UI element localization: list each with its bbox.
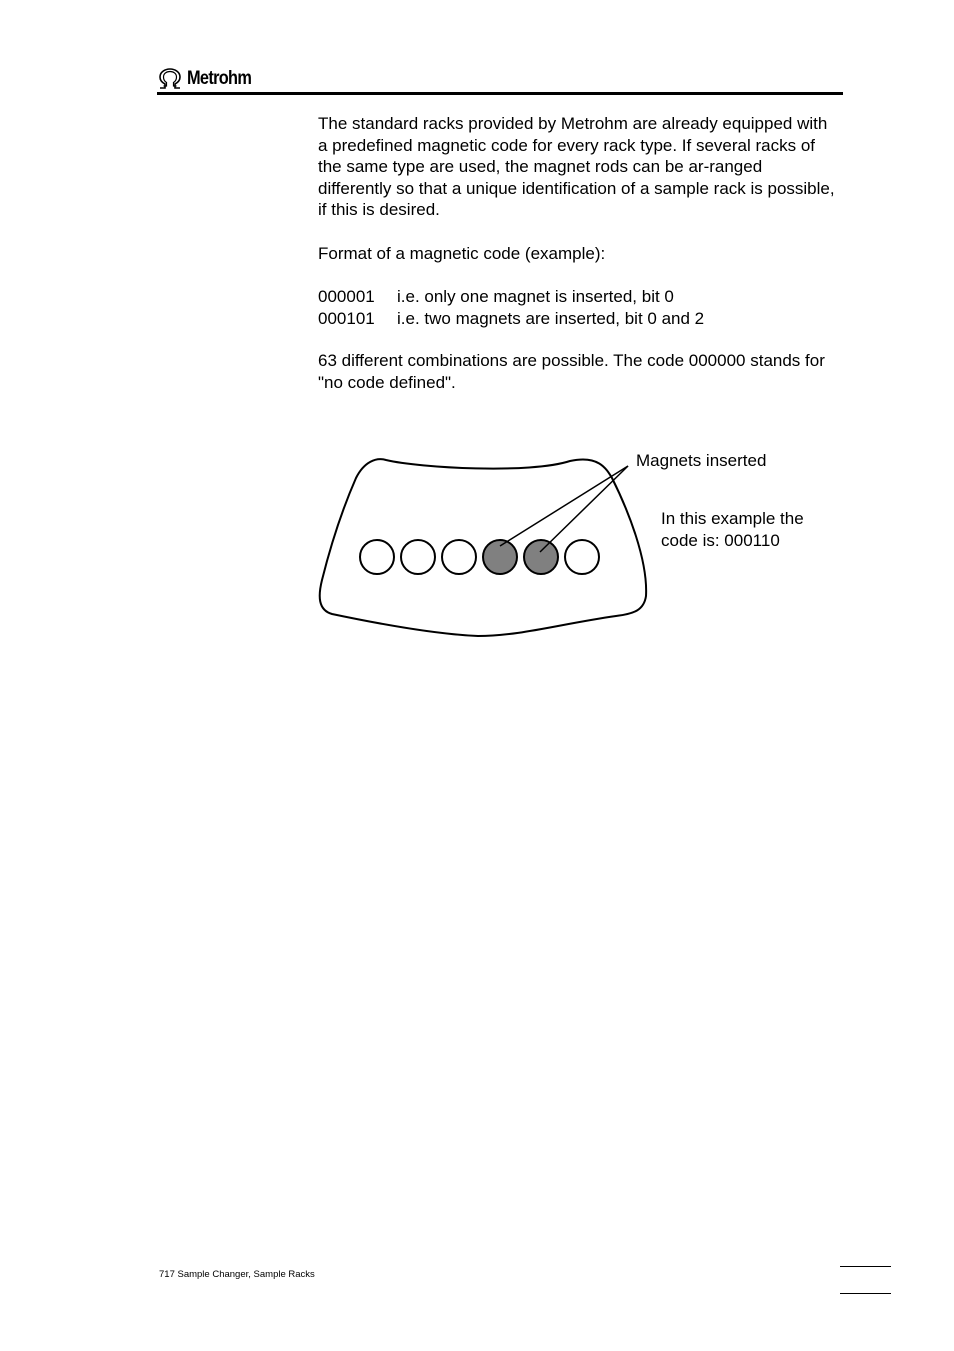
header-rule (157, 92, 843, 95)
example-code-label: In this example the code is: 000110 (661, 509, 804, 550)
intro-paragraph: The standard racks provided by Metrohm are already equipped with a predefined magnetic code for every rack type. If several racks of the same type are used, the magnet rods can be ar-ranged differently so that a unique identification of a sample rack is possible, if this is desired. (318, 114, 835, 220)
code-value: 000001 (318, 287, 375, 306)
footer-rule (840, 1266, 891, 1267)
pointer-line (540, 466, 628, 552)
magnet-slots (360, 540, 599, 574)
magnet-slot-empty (442, 540, 476, 574)
pointer-line (500, 466, 628, 546)
footer-rule (840, 1293, 891, 1294)
code-example-row (318, 286, 704, 308)
combinations-paragraph: 63 different combinations are possible. The code 000000 stands for "no code defined". (318, 351, 825, 392)
code-description: i.e. only one magnet is inserted, bit 0 (397, 287, 674, 306)
magnet-slot-empty (401, 540, 435, 574)
footer-title: 717 Sample Changer, Sample Racks (159, 1269, 315, 1280)
code-description: i.e. two magnets are inserted, bit 0 and 2 (397, 308, 705, 328)
metrohm-omega-icon (157, 67, 183, 91)
format-heading: Format of a magnetic code (example): (318, 244, 606, 263)
code-example-row (318, 308, 704, 330)
magnet-slot-empty (565, 540, 599, 574)
metrohm-logo (157, 66, 262, 92)
magnet-slot-filled (483, 540, 517, 574)
code-example-list (318, 286, 704, 329)
magnets-inserted-label: Magnets inserted (636, 451, 767, 470)
code-value: 000101 (318, 308, 375, 328)
brand-name: Metrohm (187, 68, 252, 89)
magnet-slot-empty (360, 540, 394, 574)
magnet-slot-filled (524, 540, 558, 574)
page-header (157, 64, 843, 96)
